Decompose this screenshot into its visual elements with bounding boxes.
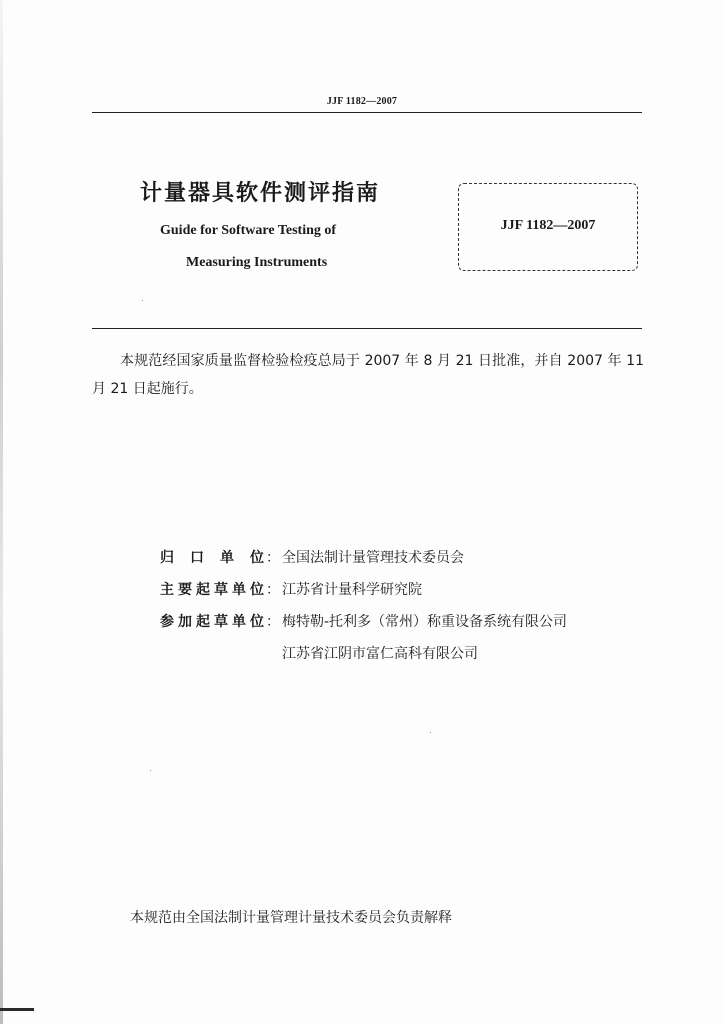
org-colon: ： xyxy=(266,582,280,598)
scan-speck xyxy=(150,770,151,771)
section-rule xyxy=(92,328,642,329)
scan-speck xyxy=(430,732,431,733)
scan-corner-mark xyxy=(0,1008,34,1011)
org-value: 江苏省计量科学研究院 xyxy=(282,582,422,598)
title-english-line1: Guide for Software Testing of xyxy=(160,223,337,238)
org-colon: ： xyxy=(266,614,280,630)
org-label: 主要起草单位 xyxy=(160,582,264,598)
org-value: 全国法制计量管理技术委员会 xyxy=(282,550,464,566)
org-value: 江苏省江阴市富仁高科有限公司 xyxy=(282,646,478,662)
title-english-line2: Measuring Instruments xyxy=(186,255,328,270)
org-label: 参加起草单位 xyxy=(160,614,264,630)
standard-code-box xyxy=(458,183,638,271)
approval-paragraph: 本规范经国家质量监督检验检疫总局于 2007 年 8 月 21 日批准，并自 2007 年 11 月 21 日起施行。 xyxy=(92,353,644,397)
org-colon: ： xyxy=(266,550,280,566)
org-value: 梅特勒-托利多（常州）称重设备系统有限公司 xyxy=(282,614,568,630)
running-head: JJF 1182—2007 xyxy=(326,96,398,107)
scan-speck xyxy=(142,300,143,301)
header-rule xyxy=(92,112,642,113)
title-chinese: 计量器具软件测评指南 xyxy=(140,181,381,206)
scan-edge xyxy=(0,0,3,1024)
org-label: 归口单位 xyxy=(160,550,264,566)
footer-note: 本规范由全国法制计量管理计量技术委员会负责解释 xyxy=(130,910,452,926)
standard-code: JJF 1182—2007 xyxy=(500,218,596,233)
